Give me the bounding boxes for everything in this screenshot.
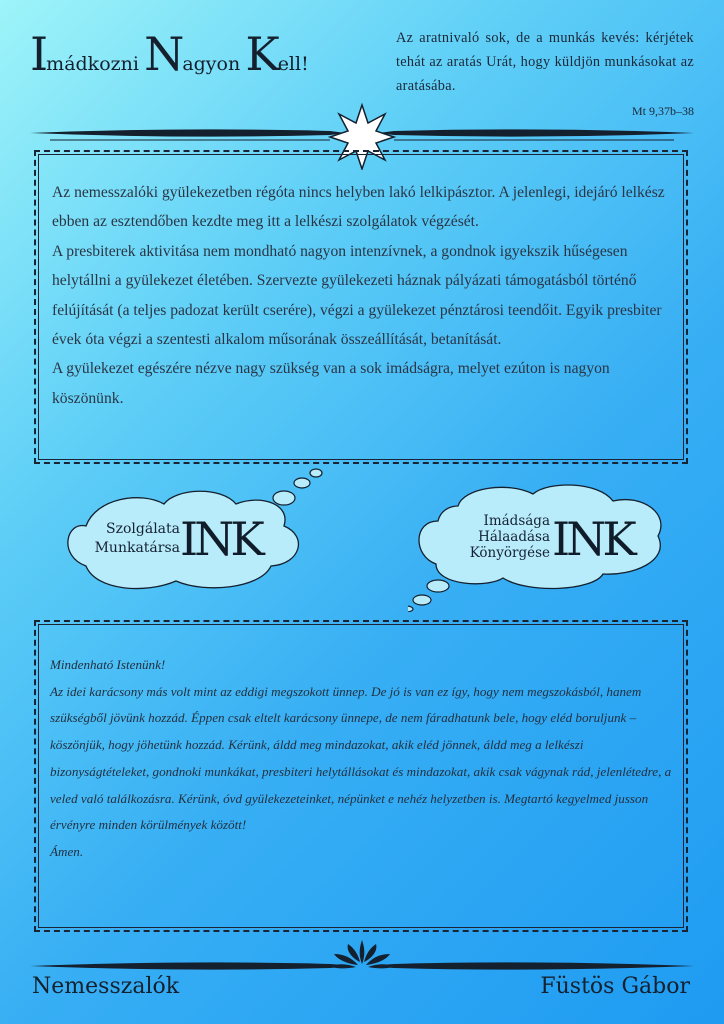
cloud-word: Könyörgése <box>469 545 550 561</box>
prayer-line: Az idei karácsony más volt mint az eddigi megszokott ünnep. De jó is van ez így, hogy nem megszokásból, hanem szükségből jövünk hozzád. Éppen csak eltelt karácsony ünnepe, de nem fáradhatunk bele, hogy eléd boruljunk – köszönjük, hogy jöhetünk hozzád. Kérünk, áldd meg mindazokat, akik eléd jönnek, áldd meg a lelkészi bizonyságtételeket, gondnoki munkákat, presbiteri helytállásokat és mindazokat, akik csak vágynak rád, jelenlétedre, a veled való találkozásra. Kérünk, óvd gyülekezeteinket, népünket e nehéz helyzetben is. Megtartó kegyelmed jusson érvényre minden körülmények között! <box>50 683 672 833</box>
report-text <box>52 178 672 413</box>
title-word-1: mádkozni <box>46 53 139 75</box>
left-cloud-words <box>80 520 180 558</box>
report-paragraph: A presbiterek aktivitása nem mondható nagyon intenzívnek, a gondnok igyekszik hűségesen helytállni a gyülekezet életében. Szervezte gyülekezeti háznak pályázati támogatásból történő felújítását (a teljes padozat került cserére), végzi a gyülekezet pénztárosi teendőit. Egyik presbiter évek óta végzi a szentesti alkalom műsorának összeállítását, betanítását. <box>52 242 662 349</box>
page-title <box>30 28 350 88</box>
prayer-line: Mindenható Istenünk! <box>50 657 166 672</box>
cloud-word: Hálaadása <box>478 529 550 545</box>
title-word-3: ell! <box>277 53 309 75</box>
cloud-word: Imádsága <box>483 513 550 529</box>
title-initial-2: N <box>144 27 183 81</box>
report-paragraph: Az nemesszalóki gyülekezetben régóta nincs helyben lakó lelkipásztor. A jelenlegi, idejáró lelkész ebben az esztendőben kezdte meg itt a lelkészi szolgálatok végzését. <box>52 184 665 231</box>
cloud-word: Munkatársa <box>94 540 180 556</box>
bible-quote: Az aratnivaló sok, de a munkás kevés: kérjétek tehát az aratás Urát, hogy küldjön munkásokat az aratásába. <box>396 30 694 94</box>
prayer-text <box>50 652 676 866</box>
bible-reference: Mt 9,37b–38 <box>631 104 694 118</box>
right-cloud-suffix: INK <box>552 512 633 566</box>
prayer-box <box>34 620 688 932</box>
footer-place: Nemesszalók <box>32 974 180 999</box>
title-initial-3: K <box>245 27 278 81</box>
cloud-word: Szolgálata <box>106 521 180 537</box>
bottom-divider-ornament <box>30 936 694 976</box>
prayer-line: Ámen. <box>50 843 84 859</box>
right-cloud-words <box>456 513 550 561</box>
report-box <box>34 150 688 464</box>
title-initial-1: I <box>30 27 47 81</box>
footer-author: Füstös Gábor <box>540 974 690 999</box>
report-paragraph: A gyülekezet egészére nézve nagy szükség van a sok imádságra, melyet ezúton is nagyon köszönünk. <box>52 360 610 407</box>
title-word-2: agyon <box>182 53 241 75</box>
left-cloud-suffix: INK <box>180 512 261 566</box>
leaf-ornament-icon <box>330 940 394 968</box>
